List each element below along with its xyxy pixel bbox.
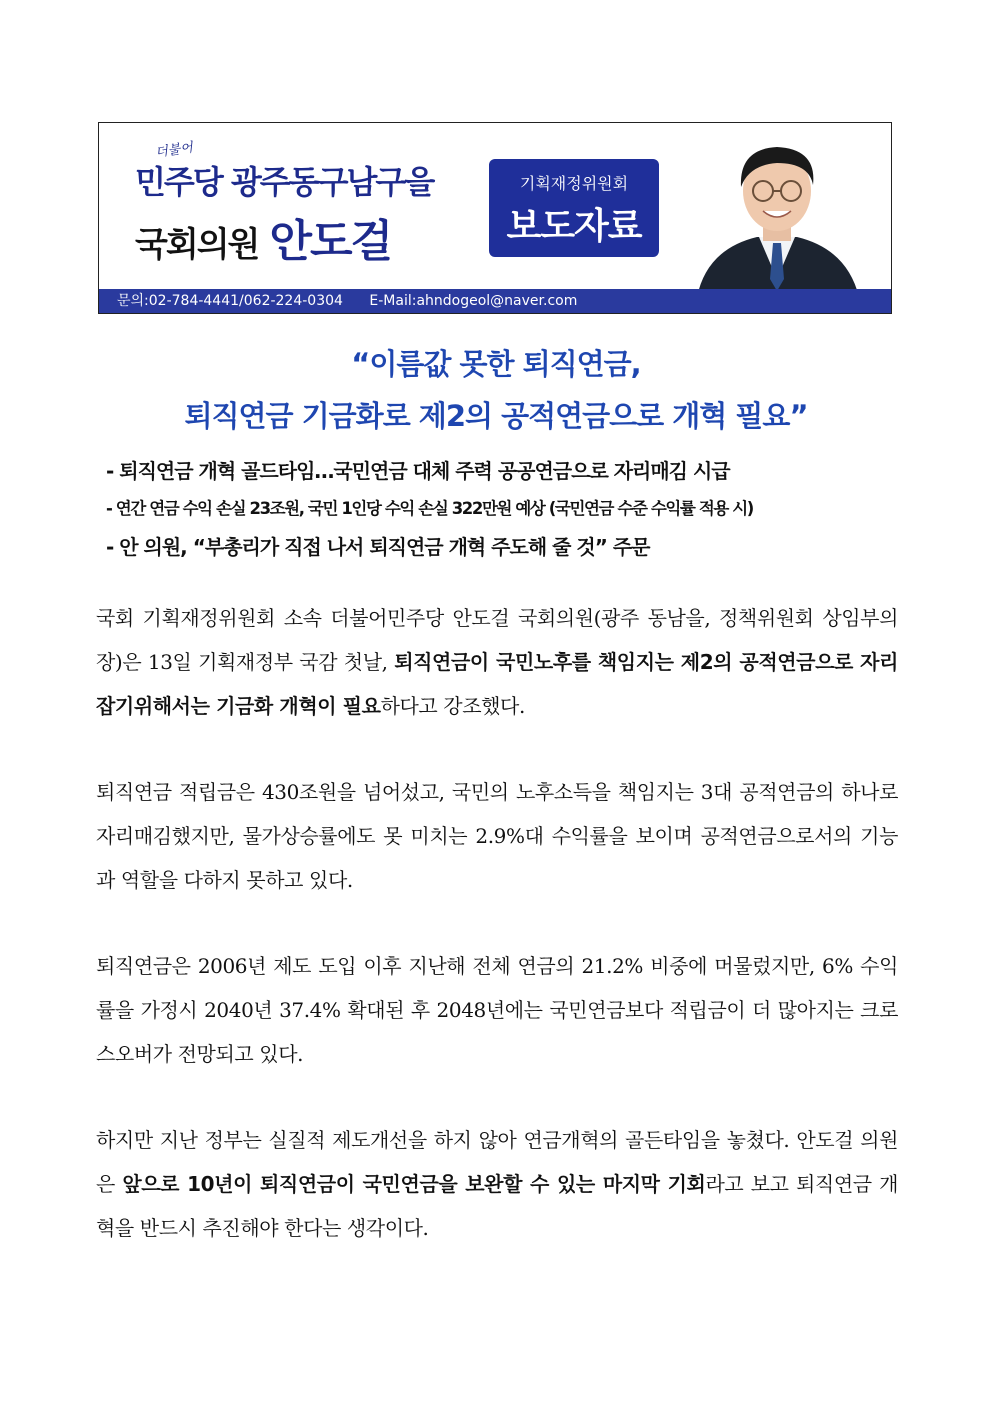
headline-line-2: 퇴직연금 기금화로 제2의 공적연금으로 개혁 필요” [184, 399, 808, 433]
contact-phone: 문의:02-784-4441/062-224-0304 [117, 293, 343, 309]
paragraph-3: 퇴직연금은 2006년 제도 도입 이후 지난해 전체 연금의 21.2% 비중에 머물렀지만, 6% 수익률을 가정시 2040년 37.4% 확대된 후 2048년에는 국민연금보다 적립금이 더 많아지는 크로스오버가 전망되고 있다. [96, 954, 898, 1066]
contact-bar [99, 289, 891, 313]
article-body [96, 596, 898, 1292]
paragraph-bold-text: 퇴직연금이 국민노후를 책임지는 제2의 공적연금으로 자리 잡기위해서는 기금화 개혁이 필요 [96, 650, 898, 718]
headline [0, 338, 992, 442]
member-name: 안도걸 [269, 216, 391, 267]
paragraph-text: 하지만 지난 정부는 실질적 제도개선을 하지 않아 연금개혁의 골든타임을 놓쳤다. 안도걸 의원은 [96, 1128, 898, 1196]
party-small-label: 더불어 [154, 140, 194, 161]
member-title [135, 205, 391, 269]
paragraph-bold-text: 앞으로 10년이 퇴직연금이 국민연금을 보완할 수 있는 마지막 기회 [122, 1172, 706, 1196]
paragraph-2: 퇴직연금 적립금은 430조원을 넘어섰고, 국민의 노후소득을 책임지는 3대 공적연금의 하나로 자리매김했지만, 물가상승률에도 못 미치는 2.9%대 수익률을 보이며 공적연금으로서의 기능과 역할을 다하지 못하고 있다. [96, 780, 898, 892]
paragraph-text: 하다고 강조했다. [380, 694, 525, 718]
contact-email: E-Mail:ahndogeol@naver.com [369, 293, 578, 309]
header-banner [98, 122, 892, 314]
subheadline-item: - 연간 연금 수익 손실 23조원, 국민 1인당 수익 손실 322만원 예상 (국민연금 수준 수익률 적용 시) [106, 499, 753, 518]
committee-label: 기획재정위원회 [519, 174, 629, 193]
subheadline-item: - 안 의원, “부총리가 직접 나서 퇴직연금 개혁 주도해 줄 것” 주문 [106, 535, 650, 559]
press-release-label: 보도자료 [506, 206, 642, 247]
headline-line-1: “이름값 못한 퇴직연금, [351, 347, 641, 381]
paragraph-text: 라고 보고 퇴직연금 개혁을 반드시 추진해야 한다는 생각이다. [96, 1172, 898, 1240]
member-label: 국회의원 [135, 225, 259, 265]
paragraph-4 [96, 1118, 898, 1250]
party-district-title: 민주당 광주동구남구을 [135, 163, 434, 201]
portrait-photo [677, 129, 877, 297]
paragraph-text: 국회 기획재정위원회 소속 더불어민주당 안도걸 국회의원(광주 동남을, 정책위원회 상임부의장)은 13일 기획재정부 국감 첫날, [96, 606, 898, 674]
paragraph-1 [96, 596, 898, 728]
subheadline-item: - 퇴직연금 개혁 골드타임…국민연금 대체 주력 공공연금으로 자리매김 시급 [106, 459, 730, 483]
subheadline-list [106, 452, 906, 566]
press-release-badge [489, 159, 659, 257]
